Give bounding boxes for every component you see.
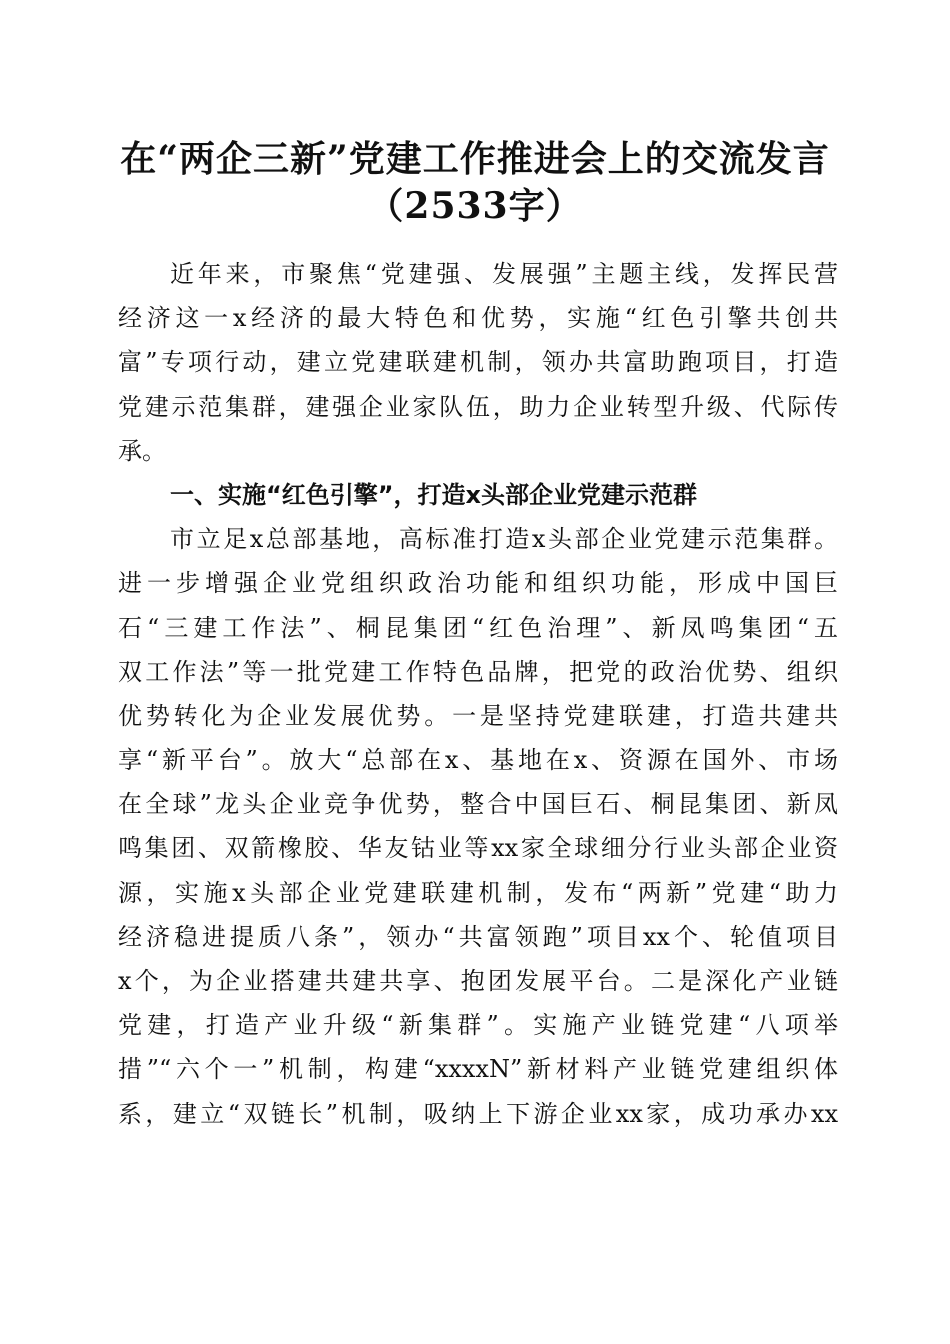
paragraph-line: 富”专项行动，建立党建联建机制，领办共富助跑项目，打造 <box>118 348 838 377</box>
paragraph-line: 党建示范集群，建强企业家队伍，助力企业转型升级、代际传 <box>118 392 838 421</box>
paragraph-line: 市立足x总部基地，高标准打造x头部企业党建示范集群。 <box>170 525 838 554</box>
document-body <box>118 252 838 1136</box>
section-paragraph <box>118 517 838 1136</box>
paragraph-line: 源，实施x头部企业党建联建机制，发布“两新”党建“助力 <box>118 878 838 907</box>
paragraph-line: 近年来，市聚焦“党建强、发展强”主题主线，发挥民营 <box>170 260 838 288</box>
paragraph-line: 石“三建工作法”、桐昆集团“红色治理”、新凤鸣集团“五 <box>118 613 838 642</box>
paragraph-line: 进一步增强企业党组织政治功能和组织功能，形成中国巨 <box>118 569 838 598</box>
section-heading: 一、实施“红色引擎”，打造x头部企业党建示范群 <box>170 480 698 509</box>
paragraph-line: 经济这一x经济的最大特色和优势，实施“红色引擎共创共 <box>118 304 838 333</box>
paragraph-line: x个，为企业搭建共建共享、抱团发展平台。二是深化产业链 <box>118 967 838 995</box>
paragraph-line: 承。 <box>118 436 166 465</box>
paragraph-line: 措”“六个一”机制，构建“xxxxN”新材料产业链党建组织体 <box>118 1055 838 1084</box>
paragraph-line: 党建，打造产业升级“新集群”。实施产业链党建“八项举 <box>118 1011 838 1040</box>
word-count-subtitle: （2533字） <box>367 185 583 227</box>
document-title: 在“两企三新”党建工作推进会上的交流发言 <box>120 138 830 180</box>
paragraph-line: 享“新平台”。放大“总部在x、基地在x、资源在国外、市场 <box>118 746 838 775</box>
paragraph-line: 在全球”龙头企业竞争优势，整合中国巨石、桐昆集团、新凤 <box>118 790 838 819</box>
intro-paragraph <box>118 252 838 473</box>
paragraph-line: 优势转化为企业发展优势。一是坚持党建联建，打造共建共 <box>118 701 838 730</box>
paragraph-line: 双工作法”等一批党建工作特色品牌，把党的政治优势、组织 <box>118 657 838 686</box>
paragraph-line: 鸣集团、双箭橡胶、华友钴业等xx家全球细分行业头部企业资 <box>118 834 838 863</box>
paragraph-line: 经济稳进提质八条”，领办“共富领跑”项目xx个、轮值项目 <box>118 922 838 951</box>
paragraph-line: 系，建立“双链长”机制，吸纳上下游企业xx家，成功承办xx <box>118 1099 838 1128</box>
